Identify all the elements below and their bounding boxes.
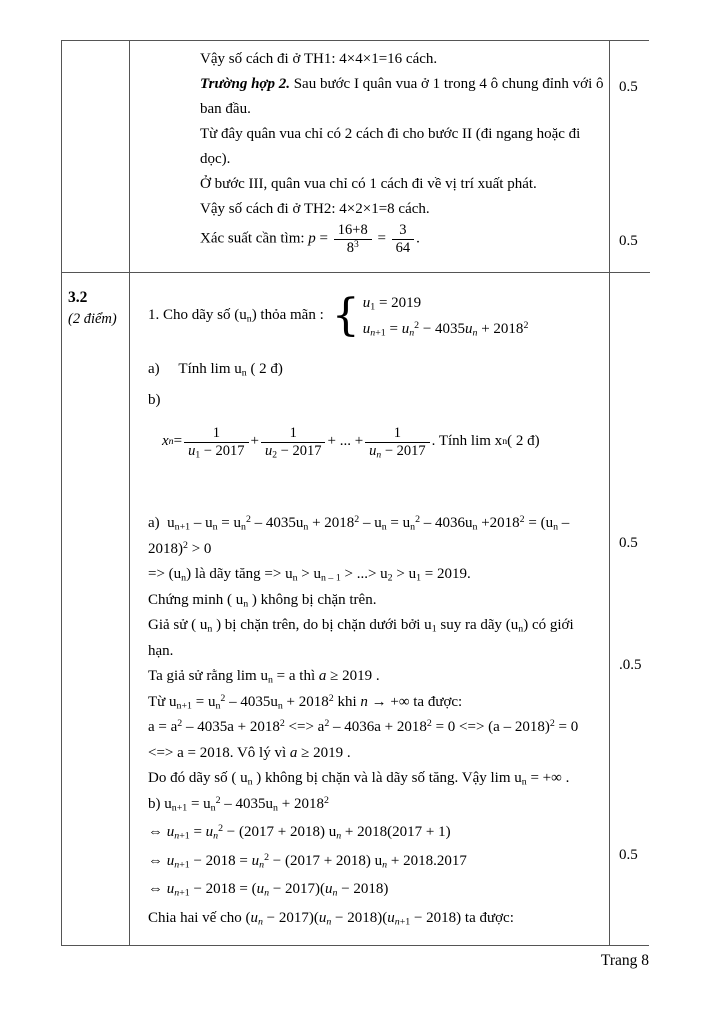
xn-formula-line: x n = $\frac{1}{u_1 - 2017}$ + $\frac{1}{u_2 - 2017}$ + ... + $\frac{1}{u_n - 2017}$ . Tính lim x n ( 2 đ) — [162, 424, 540, 460]
equation-step-line: ⇔ $u_{n+1} = u_n^2 - (2017 + 2018) u_n + 2018(2017 + 1)$ — [148, 823, 451, 842]
equation-step-line: ⇔ $u_{n+1} - 2018 = (u_n - 2017)(u_n - 2018)$ — [148, 881, 389, 899]
solution-line: Vậy số cách đi ở TH2: 4×2×1=8 cách. — [200, 201, 430, 217]
problem-intro-text: 1. Cho dãy số $(u_n)$ thỏa mãn : — [148, 307, 324, 325]
score-value: 0.5 — [619, 233, 638, 249]
probability-formula-line: Xác suất cần tìm: p = $\frac{16+8}{8^3}$ = $\frac{3}{64}$ . — [200, 222, 420, 256]
score-value: 0.5 — [619, 847, 638, 863]
solution-line: Ở bước III, quân vua chỉ có 1 cách đi về vị trí xuất phát. — [200, 176, 537, 192]
problem-statement-line — [148, 287, 601, 345]
system-equation-2: $u_{n+1} = u_n^2 - 4035u_n + 2018^2$ — [362, 320, 529, 339]
solution-line: a) $u_{n+1} - u_n = u_n^2 - 4035u_n + 2018^2 - u_n = u_n^2 - 4036u_n +2018^2 = (u_n - 2018)^2 > 0$ — [148, 514, 570, 557]
question-id-cell-row2 — [62, 272, 129, 945]
part-a-label: a) Tính $\lim u_n$ ( 2 đ) — [148, 361, 283, 379]
solution-line: Ta giả sử rằng $\lim u_n = a$ thì a ≥ 2019 . — [148, 668, 380, 686]
score-value: 0.5 — [619, 535, 638, 551]
solution-line: b) $u_{n+1} = u_n^2 - 4035u_n + 2018^2$ — [148, 794, 329, 813]
part-b-label: b) — [148, 391, 161, 408]
score-value: .0.5 — [619, 657, 642, 673]
solution-line: Giả sử ( $u_n$ ) bị chặn trên, do bị chặn dưới bởi $u_1$ suy ra dãy $(u_n)$ có giới hạn. — [148, 617, 574, 659]
solution-line: Do đó dãy số ( $u_n$ ) không bị chặn và là dãy số tăng. Vậy $\lim u_n$ = +∞ . — [148, 770, 570, 788]
question-number: 3.2 — [68, 289, 88, 306]
solution-line: Vậy số cách đi ở TH1: 4×4×1=16 cách. — [200, 51, 438, 67]
points-column-row2 — [609, 272, 650, 945]
solution-line: Trường hợp 2. Sau bước I quân vua ở 1 trong 4 ô chung đỉnh với ô ban đầu. — [200, 76, 604, 117]
page-number: Trang 8 — [600, 952, 649, 969]
solution-line: Từ đây quân vua chỉ có 2 cách đi cho bước II (đi ngang hoặc đi dọc). — [200, 126, 581, 167]
question-points-note: (2 điểm) — [68, 311, 117, 327]
system-brace: { — [331, 290, 360, 341]
question-id-cell-row1 — [62, 41, 129, 272]
solution-line: <=> a = 2018. Vô lý vì a ≥ 2019 . — [148, 744, 351, 761]
equation-system — [332, 290, 529, 342]
equation-step-line: ⇔ $u_{n+1} - 2018 = u_n^2 - (2017 + 2018) u_n + 2018.2017$ — [148, 851, 467, 870]
solution-line: $a = a^2 - 4035a + 2018^2$ <=> $a^2 - 4036a + 2018^2 = 0$ <=> (a – 2018)$^2$ = 0 — [148, 718, 579, 735]
points-column-row1 — [609, 41, 650, 272]
system-equations — [363, 290, 529, 342]
solution-line: Chia hai vế cho $(u_n - 2017)(u_n - 2018)(u_{n+1} - 2018)$ ta được: — [148, 909, 514, 927]
solution-line: Chứng minh ( $u_n$ ) không bị chặn trên. — [148, 591, 377, 609]
solution-line: Từ $u_{n+1} = u_n^2 - 4035u_n + 2018^2$ khi n → +∞ ta được: — [148, 692, 463, 711]
solution-line: => $(u_n)$ là dãy tăng => $u_n > u_{n - 1}$ > ...> $u_2 > u_1 = 2019$. — [148, 566, 471, 584]
system-equation-1: $u_1 = 2019$ — [362, 295, 422, 313]
solution-content-row1 — [129, 41, 609, 272]
solution-content-row2 — [129, 272, 609, 945]
answer-table — [61, 40, 649, 946]
score-value: 0.5 — [619, 79, 638, 95]
